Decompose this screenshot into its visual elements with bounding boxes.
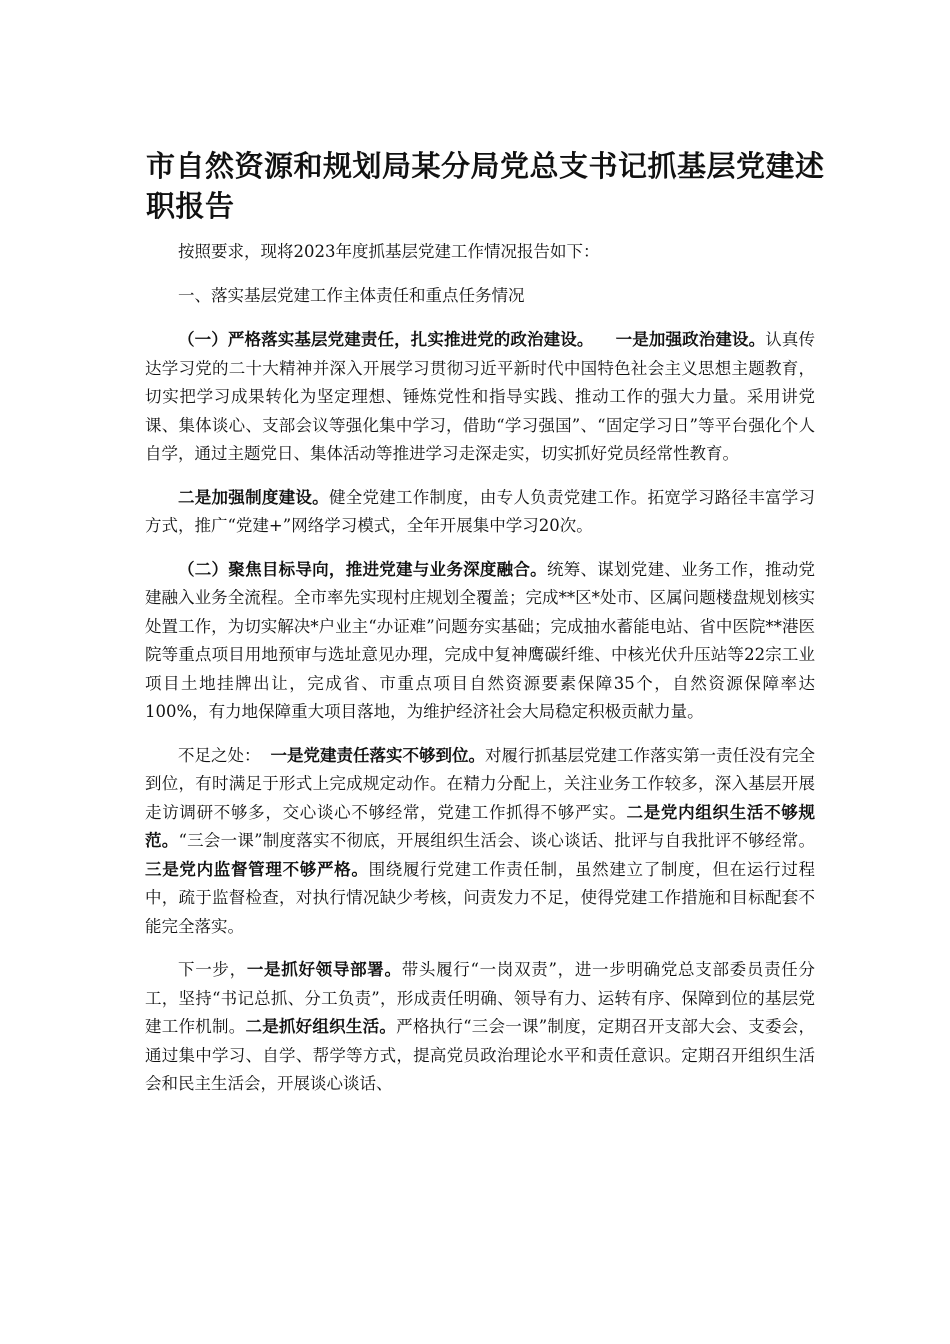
section1-heading-text: 一、落实基层党建工作主体责任和重点任务情况 [178, 285, 525, 305]
document-body [145, 238, 815, 1114]
subsection2-heading: （二）聚焦目标导向，推进党建与业务深度融合。 [178, 559, 547, 579]
paragraph-political-building [145, 326, 815, 469]
paragraph-next-steps [145, 956, 815, 1099]
next-step-point-2: 二是抓好组织生活。 [245, 1017, 397, 1036]
shortcoming-text-1: 对履行抓基层党建工作落实第一责任没有完全到位，有时满足于形式上完成规定动作。在精力分配上，关注业务工作较多，深入基层开展走访调研不够多，交心谈心不够经常，党建工作抓得不够严实。 [145, 745, 815, 822]
system-building-text: 健全党建工作制度，由专人负责党建工作。拓宽学习路径丰富学习方式，推广“党建+”网络学习模式，全年开展集中学习20次。 [145, 487, 816, 535]
shortcoming-text-2: “三会一课”制度落实不彻底，开展组织生活会、谈心谈话、批评与自我批评不够经常。 [178, 831, 815, 850]
shortcomings-prefix: 不足之处： [178, 745, 261, 765]
shortcoming-text-3: 围绕履行党建工作责任制，虽然建立了制度，但在运行过程中，疏于监督检查，对执行情况缺少考核，问责发力不足，使得党建工作措施和目标配套不能完全落实。 [145, 859, 816, 936]
business-integration-text: 统筹、谋划党建、业务工作，推动党建融入业务全流程。全市率先实现村庄规划全覆盖；完成**区*处市、区属问题楼盘规划核实处置工作，为切实解决*户业主“办证难”问题夯实基础；完成抽水蓄能电站、省中医院**港医院等重点项目用地预审与选址意见办理，完成中复神鹰碳纤维、中核光伏升压站等22宗工业项目土地挂牌出让，完成省、市重点项目自然资源要素保障35个，自然资源保障率达100%，有力地保障重大项目落地，为维护经济社会大局稳定积极贡献力量。 [145, 559, 816, 721]
next-step-text-1: 带头履行“一岗双责”，进一步明确党总支部委员责任分工，坚持“书记总抓、分工负责”，形成责任明确、领导有力、运转有序、保障到位的基层党建工作机制。 [145, 960, 816, 1036]
paragraph-system-building [145, 484, 815, 541]
next-step-point-1: 一是抓好领导部署。 [246, 960, 402, 979]
next-step-text-2: 严格执行“三会一课”制度，定期召开支部大会、支委会，通过集中学习、自学、帮学等方式，提高党员政治理论水平和责任意识。定期召开组织生活会和民主生活会，开展谈心谈话、 [145, 1017, 816, 1093]
next-steps-prefix: 下一步， [178, 960, 247, 979]
intro-text: 按照要求，现将2023年度抓基层党建工作情况报告如下： [178, 242, 600, 261]
section1-heading [145, 282, 815, 311]
point-system-building: 二是加强制度建设。 [178, 487, 329, 507]
intro-paragraph [145, 238, 815, 267]
paragraph-business-integration [145, 556, 815, 727]
shortcoming-point-2: 二是党内组织生活不够规范。 [145, 802, 816, 850]
political-building-text: 认真传达学习党的二十大精神并深入开展学习贯彻习近平新时代中国特色社会主义思想主题教育，切实把学习成果转化为坚定理想、锤炼党性和指导实践、推动工作的强大力量。采用讲党课、集体谈心、支部会议等强化集中学习，借助“学习强国”、“固定学习日”等平台强化个人自学，通过主题党日、集体活动等推进学习走深走实，切实抓好党员经常性教育。 [145, 330, 816, 463]
paragraph-shortcomings [145, 742, 815, 942]
point-political-building: 一是加强政治建设。 [615, 330, 766, 349]
shortcoming-point-1: 一是党建责任落实不够到位。 [270, 745, 485, 765]
subsection1-heading: （一）严格落实基层党建责任，扎实推进党的政治建设。 [178, 330, 594, 349]
document-title: 市自然资源和规划局某分局党总支书记抓基层党建述职报告 [146, 149, 825, 223]
shortcoming-point-3: 三是党内监督管理不够严格。 [145, 859, 369, 879]
